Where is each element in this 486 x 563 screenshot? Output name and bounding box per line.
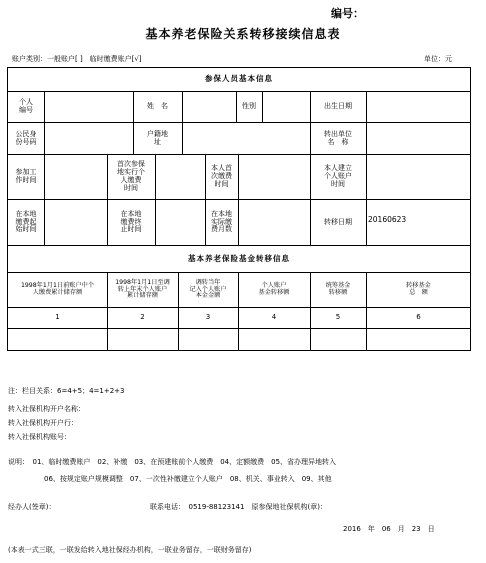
fund-header-1: 1998年1月1日前账户中个 人缴费累计储存额 (20, 282, 95, 296)
transfer-unit-label: 转出单位 名 称 (324, 129, 352, 146)
local-pay-start-label: 在本地 缴费起 始时间 (15, 209, 37, 234)
handler-label: 经办人(签章)： (8, 503, 56, 511)
number-label: 编号： (331, 7, 364, 20)
bank-account-name-label: 转入社保机构开户名称： (8, 405, 85, 413)
hukou-address-label: 户籍地 址 (147, 129, 168, 146)
first-pay-time-label: 首次参保 地实行个 人缴费 时间 (117, 160, 145, 192)
bank-label: 转入社保机构开户行： (8, 419, 78, 427)
unit-label: 单位：元 (424, 55, 452, 63)
local-first-pay-label: 本人首 次缴费 时间 (211, 164, 232, 188)
fund-col-number-1: 1 (55, 313, 60, 322)
transfer-date-label: 转移日期 (324, 217, 352, 226)
sign-date: 2016 年 06 月 23 日 (343, 525, 435, 533)
fund-col-number-2: 2 (140, 313, 145, 322)
fund-col-number-5: 5 (335, 313, 341, 322)
bank-account-label: 转入社保机构账号： (8, 433, 71, 441)
transfer-date-value: 20160623 (368, 214, 407, 224)
copies-note: (本表一式三联，一联发给转入地社保经办机构，一联业务留存，一联财务留存) (8, 546, 252, 554)
section1-title: 参保人员基本信息 (205, 73, 273, 83)
local-actual-months-label: 在本地 实际缴 费月数 (211, 209, 232, 234)
fund-header-5: 统筹基金 转移额 (325, 282, 351, 296)
name-label: 姓 名 (147, 102, 168, 111)
account-build-time-label: 本人建立 个人账户 时间 (324, 164, 352, 188)
birth-date-label: 出生日期 (324, 102, 352, 111)
gender-label: 性别 (242, 102, 256, 111)
description-line-2: 06、按规定账户规模调整 07、一次性补缴建立个人账户 08、机关、事业转入 09、其他 (44, 475, 332, 483)
fund-header-3: 调转当年 记入个人账户 本金金额 (189, 278, 227, 300)
form-title: 基本养老保险关系转移接续信息表 (145, 27, 341, 41)
section2-title: 基本养老保险基金转移信息 (188, 253, 290, 263)
work-start-label: 参加工 作时间 (15, 168, 37, 184)
personal-no-label: 个人 编号 (19, 98, 33, 114)
fund-col-number-3: 3 (205, 313, 211, 322)
account-type-label: 账户类别：一般账户[ ] 临时缴费账户[√] (12, 55, 142, 63)
fund-col-number-6: 6 (416, 313, 421, 322)
fund-col-number-4: 4 (271, 313, 277, 322)
contact-phone: 联系电话： 0519-88123141 原参保地社保机构(章)： (150, 503, 327, 511)
fund-header-4: 个人账户 基金转移额 (258, 282, 290, 296)
fund-header-2: 1998年1月1日至调 转上年末个人账户 累计储存额 (115, 278, 170, 300)
id-number-label: 公民身 份号码 (15, 129, 37, 146)
fund-header-6: 转移基金 总 额 (406, 282, 431, 296)
relation-note: 注：栏目关系：6=4+5；4=1+2+3 (8, 387, 125, 395)
description-line-1: 说明： 01、临时缴费账户 02、补缴 03、在预建账前个人缴费 04、定额缴费 05、省办理异地转入 (8, 458, 337, 466)
local-pay-end-label: 在本地 缴费终 止时间 (120, 209, 142, 234)
